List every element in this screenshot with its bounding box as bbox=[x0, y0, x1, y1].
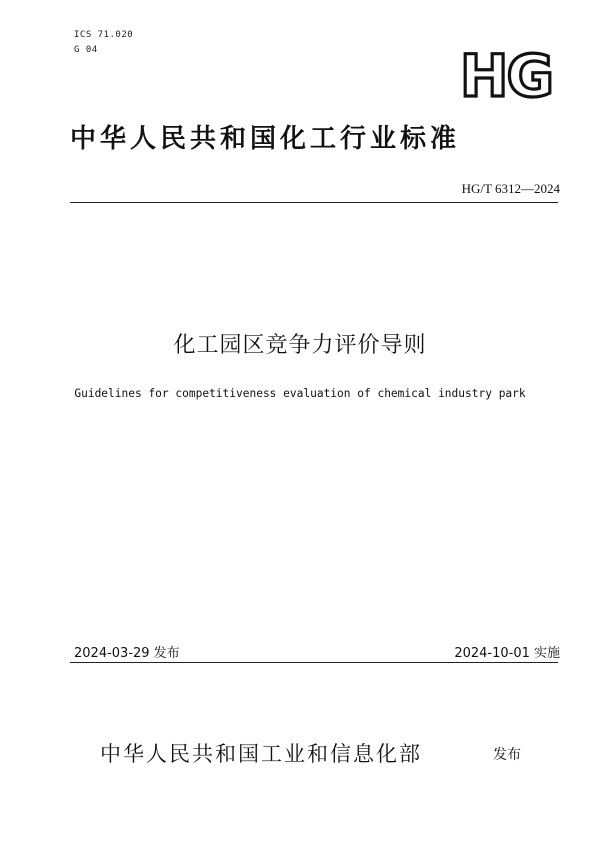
standard-number: HG/T 6312—2024 bbox=[461, 181, 560, 196]
ics-code: ICS 71.020 bbox=[74, 30, 134, 40]
publish-date: 2024-03-29 发布 bbox=[74, 646, 180, 661]
document-title-chinese: 化工园区竞争力评价导则 bbox=[173, 333, 427, 358]
implementation-date: 2024-10-01 实施 bbox=[454, 646, 560, 661]
document-title-english: Guidelines for competitiveness evaluation of chemical industry park bbox=[74, 387, 526, 400]
issuer-title: 中华人民共和国化工行业标准 bbox=[70, 124, 461, 154]
hg-logo bbox=[452, 48, 560, 102]
top-divider bbox=[70, 202, 558, 203]
ccs-code: G 04 bbox=[74, 45, 98, 55]
bottom-divider bbox=[70, 662, 558, 663]
publisher-action: 发布 bbox=[493, 747, 521, 763]
logo-text: HG bbox=[459, 48, 553, 102]
publisher-name: 中华人民共和国工业和信息化部 bbox=[100, 742, 422, 766]
